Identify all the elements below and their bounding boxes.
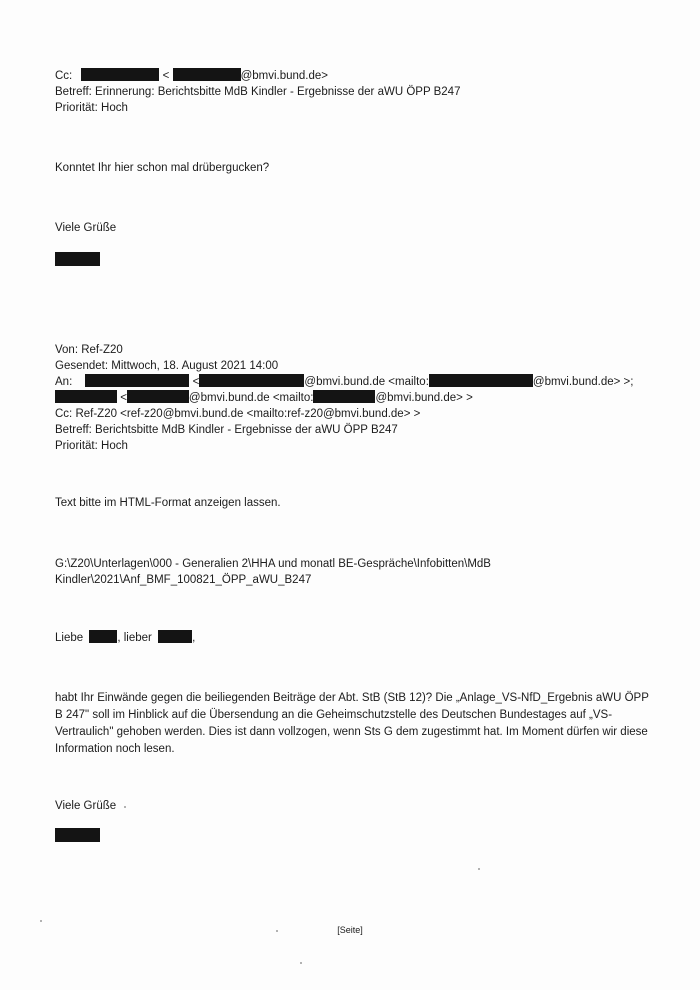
salutation-text: , — [192, 632, 196, 644]
to-domain-2: @bmvi.bund.de <mailto: — [188, 392, 314, 404]
file-path-line-2: Kindler\2021\Anf_BMF_100821_ÖPP_aWU_B247 — [55, 574, 312, 586]
email1-subject: Betreff: Erinnerung: Berichtsbitte MdB Kindler - Ergebnisse der aWU ÖPP B247 — [55, 86, 461, 98]
email2-closing: Viele Grüße — [55, 800, 117, 812]
email1-closing: Viele Grüße — [55, 222, 117, 234]
email2-to-line — [55, 374, 633, 390]
redacted-email-user — [313, 390, 375, 403]
redacted-name — [85, 374, 189, 387]
scan-speck — [478, 868, 480, 870]
email1-body: Konntet Ihr hier schon mal drübergucken? — [55, 162, 270, 174]
scan-speck — [124, 806, 126, 808]
email2-sent: Gesendet: Mittwoch, 18. August 2021 14:00 — [55, 360, 279, 372]
redacted-signature — [55, 252, 100, 266]
salutation-text: , lieber — [117, 632, 152, 644]
redacted-email-user — [429, 374, 533, 387]
to-domain-1-end: @bmvi.bund.de> >; — [532, 376, 634, 388]
email1-priority: Priorität: Hoch — [55, 102, 128, 114]
angle-bracket: < — [120, 392, 127, 404]
scan-speck — [300, 962, 302, 964]
angle-bracket: < — [192, 376, 200, 388]
email2-to-line-2 — [55, 390, 473, 406]
redacted-signature — [55, 828, 100, 842]
redacted-name — [89, 630, 117, 643]
email2-from: Von: Ref-Z20 — [55, 344, 123, 356]
email2-priority: Priorität: Hoch — [55, 440, 128, 452]
email2-format-note: Text bitte im HTML-Format anzeigen lassen. — [55, 497, 281, 509]
to-domain-1: @bmvi.bund.de <mailto: — [304, 376, 429, 388]
email2-cc: Cc: Ref-Z20 <ref-z20@bmvi.bund.de <mailto:ref-z20@bmvi.bund.de> > — [55, 408, 421, 420]
to-label: An: — [55, 376, 73, 388]
salutation-text: Liebe — [55, 632, 84, 644]
redacted-email-user — [127, 390, 189, 403]
redacted-email-user — [173, 68, 241, 81]
scan-speck — [40, 920, 42, 922]
redacted-name — [55, 390, 117, 403]
email2-subject: Betreff: Berichtsbitte MdB Kindler - Ergebnisse der aWU ÖPP B247 — [55, 424, 398, 436]
scan-speck — [276, 930, 278, 932]
file-path-line-1: G:\Z20\Unterlagen\000 - Generalien 2\HHA und monatl BE-Gespräche\Infobitten\MdB — [55, 558, 491, 570]
to-domain-2-end: @bmvi.bund.de> > — [375, 392, 473, 404]
redacted-email-user — [199, 374, 304, 387]
email2-body: habt Ihr Einwände gegen die beiliegenden Beiträge der Abt. StB (StB 12)? Die „Anlage_VS-NfD_Ergebnis aWU ÖPP B 247" soll im Hinblick auf die Übersendung an die Geheimschutzstelle des Deutschen Bundestages auf „VS-Vertraulich" gehoben werden. Dies ist dann vollzogen, wenn Sts G dem zugestimmt hat. Im Moment dürfen wir diese Information noch lesen. — [55, 692, 649, 755]
page-footer: [Seite] — [337, 925, 363, 935]
cc-label: Cc: — [55, 70, 73, 82]
angle-bracket: < — [162, 70, 170, 82]
cc-domain: @bmvi.bund.de> — [240, 70, 329, 82]
redacted-name — [81, 68, 159, 81]
email2-salutation — [55, 630, 195, 646]
email1-cc-line — [55, 68, 328, 84]
redacted-name — [158, 630, 192, 643]
